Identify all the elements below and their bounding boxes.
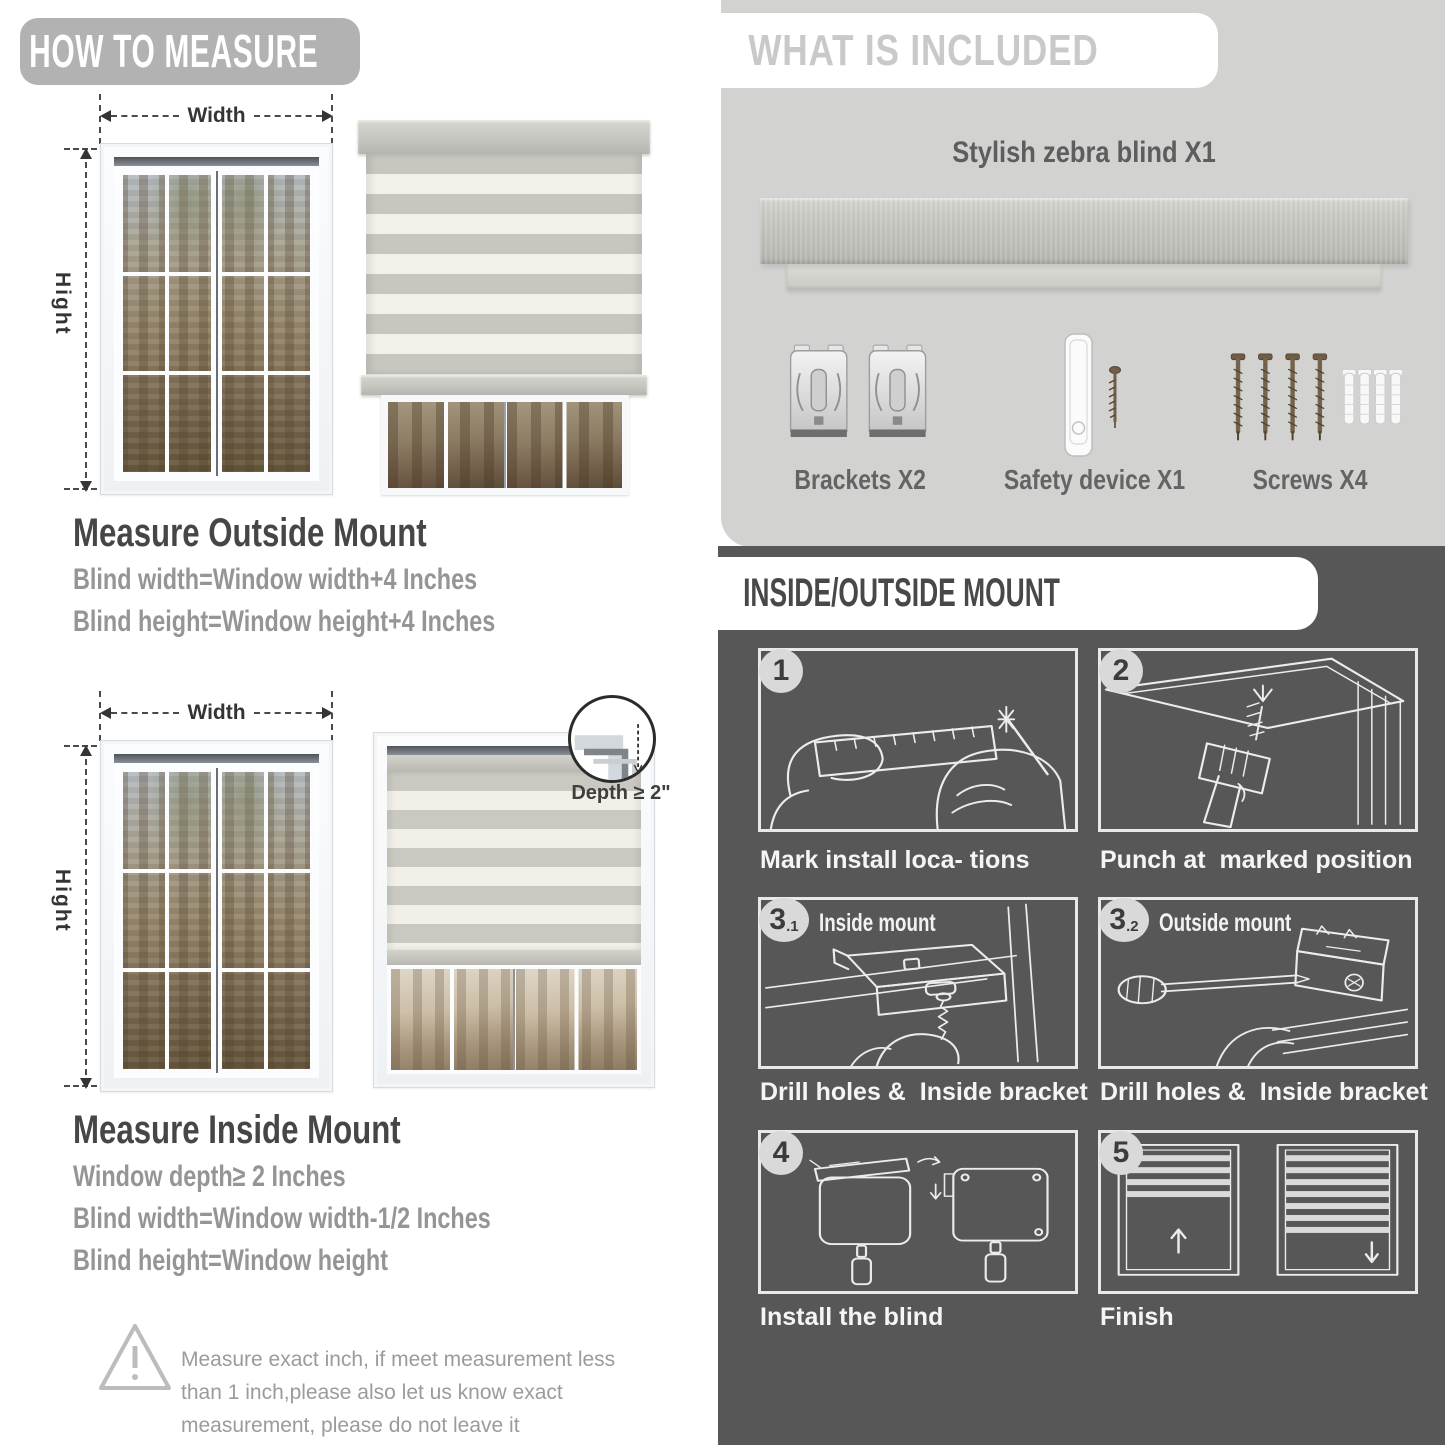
tick-line bbox=[99, 691, 101, 741]
window-panes bbox=[114, 166, 319, 481]
inside-width-formula: Blind width=Window width-1/2 Inches bbox=[73, 1202, 491, 1235]
how-to-measure-title: HOW TO MEASURE bbox=[29, 25, 319, 77]
outside-width-formula: Blind width=Window width+4 Inches bbox=[73, 563, 478, 596]
screws-label: Screws X4 bbox=[1253, 464, 1368, 495]
step-5-caption: Finish bbox=[1100, 1303, 1174, 1331]
tick-line bbox=[331, 94, 333, 144]
step-4-caption: Install the blind bbox=[760, 1303, 944, 1331]
zebra-blind-stripes bbox=[366, 154, 642, 375]
step-number-badge: 3 .1 bbox=[759, 898, 809, 942]
blind-bottom-rail bbox=[361, 375, 647, 395]
outside-height-formula: Blind height=Window height+4 Inches bbox=[73, 605, 496, 638]
product-label: Stylish zebra blind X1 bbox=[952, 136, 1216, 169]
width-annotation-inside bbox=[100, 701, 333, 725]
what-is-included-banner bbox=[721, 13, 1218, 88]
step-3-2-panel bbox=[1098, 897, 1418, 1069]
window-illustration bbox=[100, 740, 333, 1092]
step-1-panel bbox=[758, 648, 1078, 832]
width-label: Width bbox=[187, 701, 246, 724]
height-label: Hight bbox=[51, 869, 74, 933]
inside-depth-formula: Window depth≥ 2 Inches bbox=[73, 1160, 346, 1193]
arrow-down-icon bbox=[80, 1078, 92, 1089]
arrow-up-icon bbox=[80, 148, 92, 159]
height-label: Hight bbox=[51, 272, 74, 336]
how-to-measure-banner bbox=[20, 18, 360, 85]
width-annotation-outside bbox=[100, 104, 333, 128]
safety-device-label: Safety device X1 bbox=[1004, 464, 1186, 495]
depth-magnifier-icon bbox=[568, 695, 656, 783]
step-2-panel bbox=[1098, 648, 1418, 832]
step-4-panel bbox=[758, 1130, 1078, 1294]
safety-device-icon bbox=[1045, 330, 1145, 465]
window-below-blind bbox=[381, 395, 629, 495]
height-measure-line bbox=[85, 749, 87, 1085]
arrow-down-icon bbox=[80, 481, 92, 492]
screws-icon bbox=[1222, 348, 1408, 460]
window-top-frame bbox=[114, 157, 319, 166]
blind-bottom-rail bbox=[387, 950, 641, 965]
inside-height-formula: Blind height=Window height bbox=[73, 1244, 388, 1277]
brackets-label: Brackets X2 bbox=[794, 464, 926, 495]
window-panes bbox=[114, 763, 319, 1078]
inside-mount-step-title: Inside mount bbox=[819, 909, 936, 937]
window-panes bbox=[387, 965, 641, 1074]
step-number-badge: 3 .2 bbox=[1099, 898, 1149, 942]
window-top-frame bbox=[114, 754, 319, 763]
depth-label: Depth ≥ 2" bbox=[571, 782, 671, 804]
step-number-badge: 5 bbox=[1099, 1131, 1143, 1175]
window-illustration bbox=[100, 143, 333, 495]
step-5-panel bbox=[1098, 1130, 1418, 1294]
what-is-included-title: WHAT IS INCLUDED bbox=[748, 26, 1099, 75]
brackets-icon bbox=[785, 342, 935, 457]
step-number-badge: 1 bbox=[759, 649, 803, 693]
arrow-left-icon bbox=[100, 707, 111, 719]
blind-headrail bbox=[358, 120, 650, 154]
headrail-product-image bbox=[760, 198, 1408, 289]
warning-triangle-icon bbox=[95, 1316, 175, 1400]
measure-warning-text: Measure exact inch, if meet measurement less than 1 inch,please also let us know exact measurement, please do not leave it bbox=[181, 1348, 616, 1437]
tick-line bbox=[331, 691, 333, 741]
step-2-caption: Punch at marked position bbox=[1100, 846, 1413, 874]
step-1-caption: Mark install loca- tions bbox=[760, 846, 1030, 874]
outside-mount-step-title: Outside mount bbox=[1159, 909, 1292, 937]
outside-mount-heading: Measure Outside Mount bbox=[73, 511, 427, 555]
step-3-2-caption: Drill holes & Inside bracket bbox=[1100, 1078, 1428, 1106]
tick-line bbox=[99, 94, 101, 144]
install-blind-illustration bbox=[761, 1133, 1075, 1291]
width-label: Width bbox=[187, 104, 246, 127]
mount-banner bbox=[718, 557, 1318, 630]
height-measure-line bbox=[85, 152, 87, 488]
mark-locations-illustration bbox=[761, 651, 1075, 829]
inside-mount-heading: Measure Inside Mount bbox=[73, 1108, 401, 1152]
mount-title: INSIDE/OUTSIDE MOUNT bbox=[743, 571, 1060, 615]
arrow-up-icon bbox=[80, 745, 92, 756]
finish-illustration bbox=[1101, 1133, 1415, 1291]
step-number-badge: 4 bbox=[759, 1131, 803, 1175]
step-3-1-panel bbox=[758, 897, 1078, 1069]
arrow-left-icon bbox=[100, 110, 111, 122]
step-3-1-caption: Drill holes & Inside bracket bbox=[760, 1078, 1088, 1106]
drill-illustration bbox=[1101, 651, 1415, 829]
step-number-badge: 2 bbox=[1099, 649, 1143, 693]
